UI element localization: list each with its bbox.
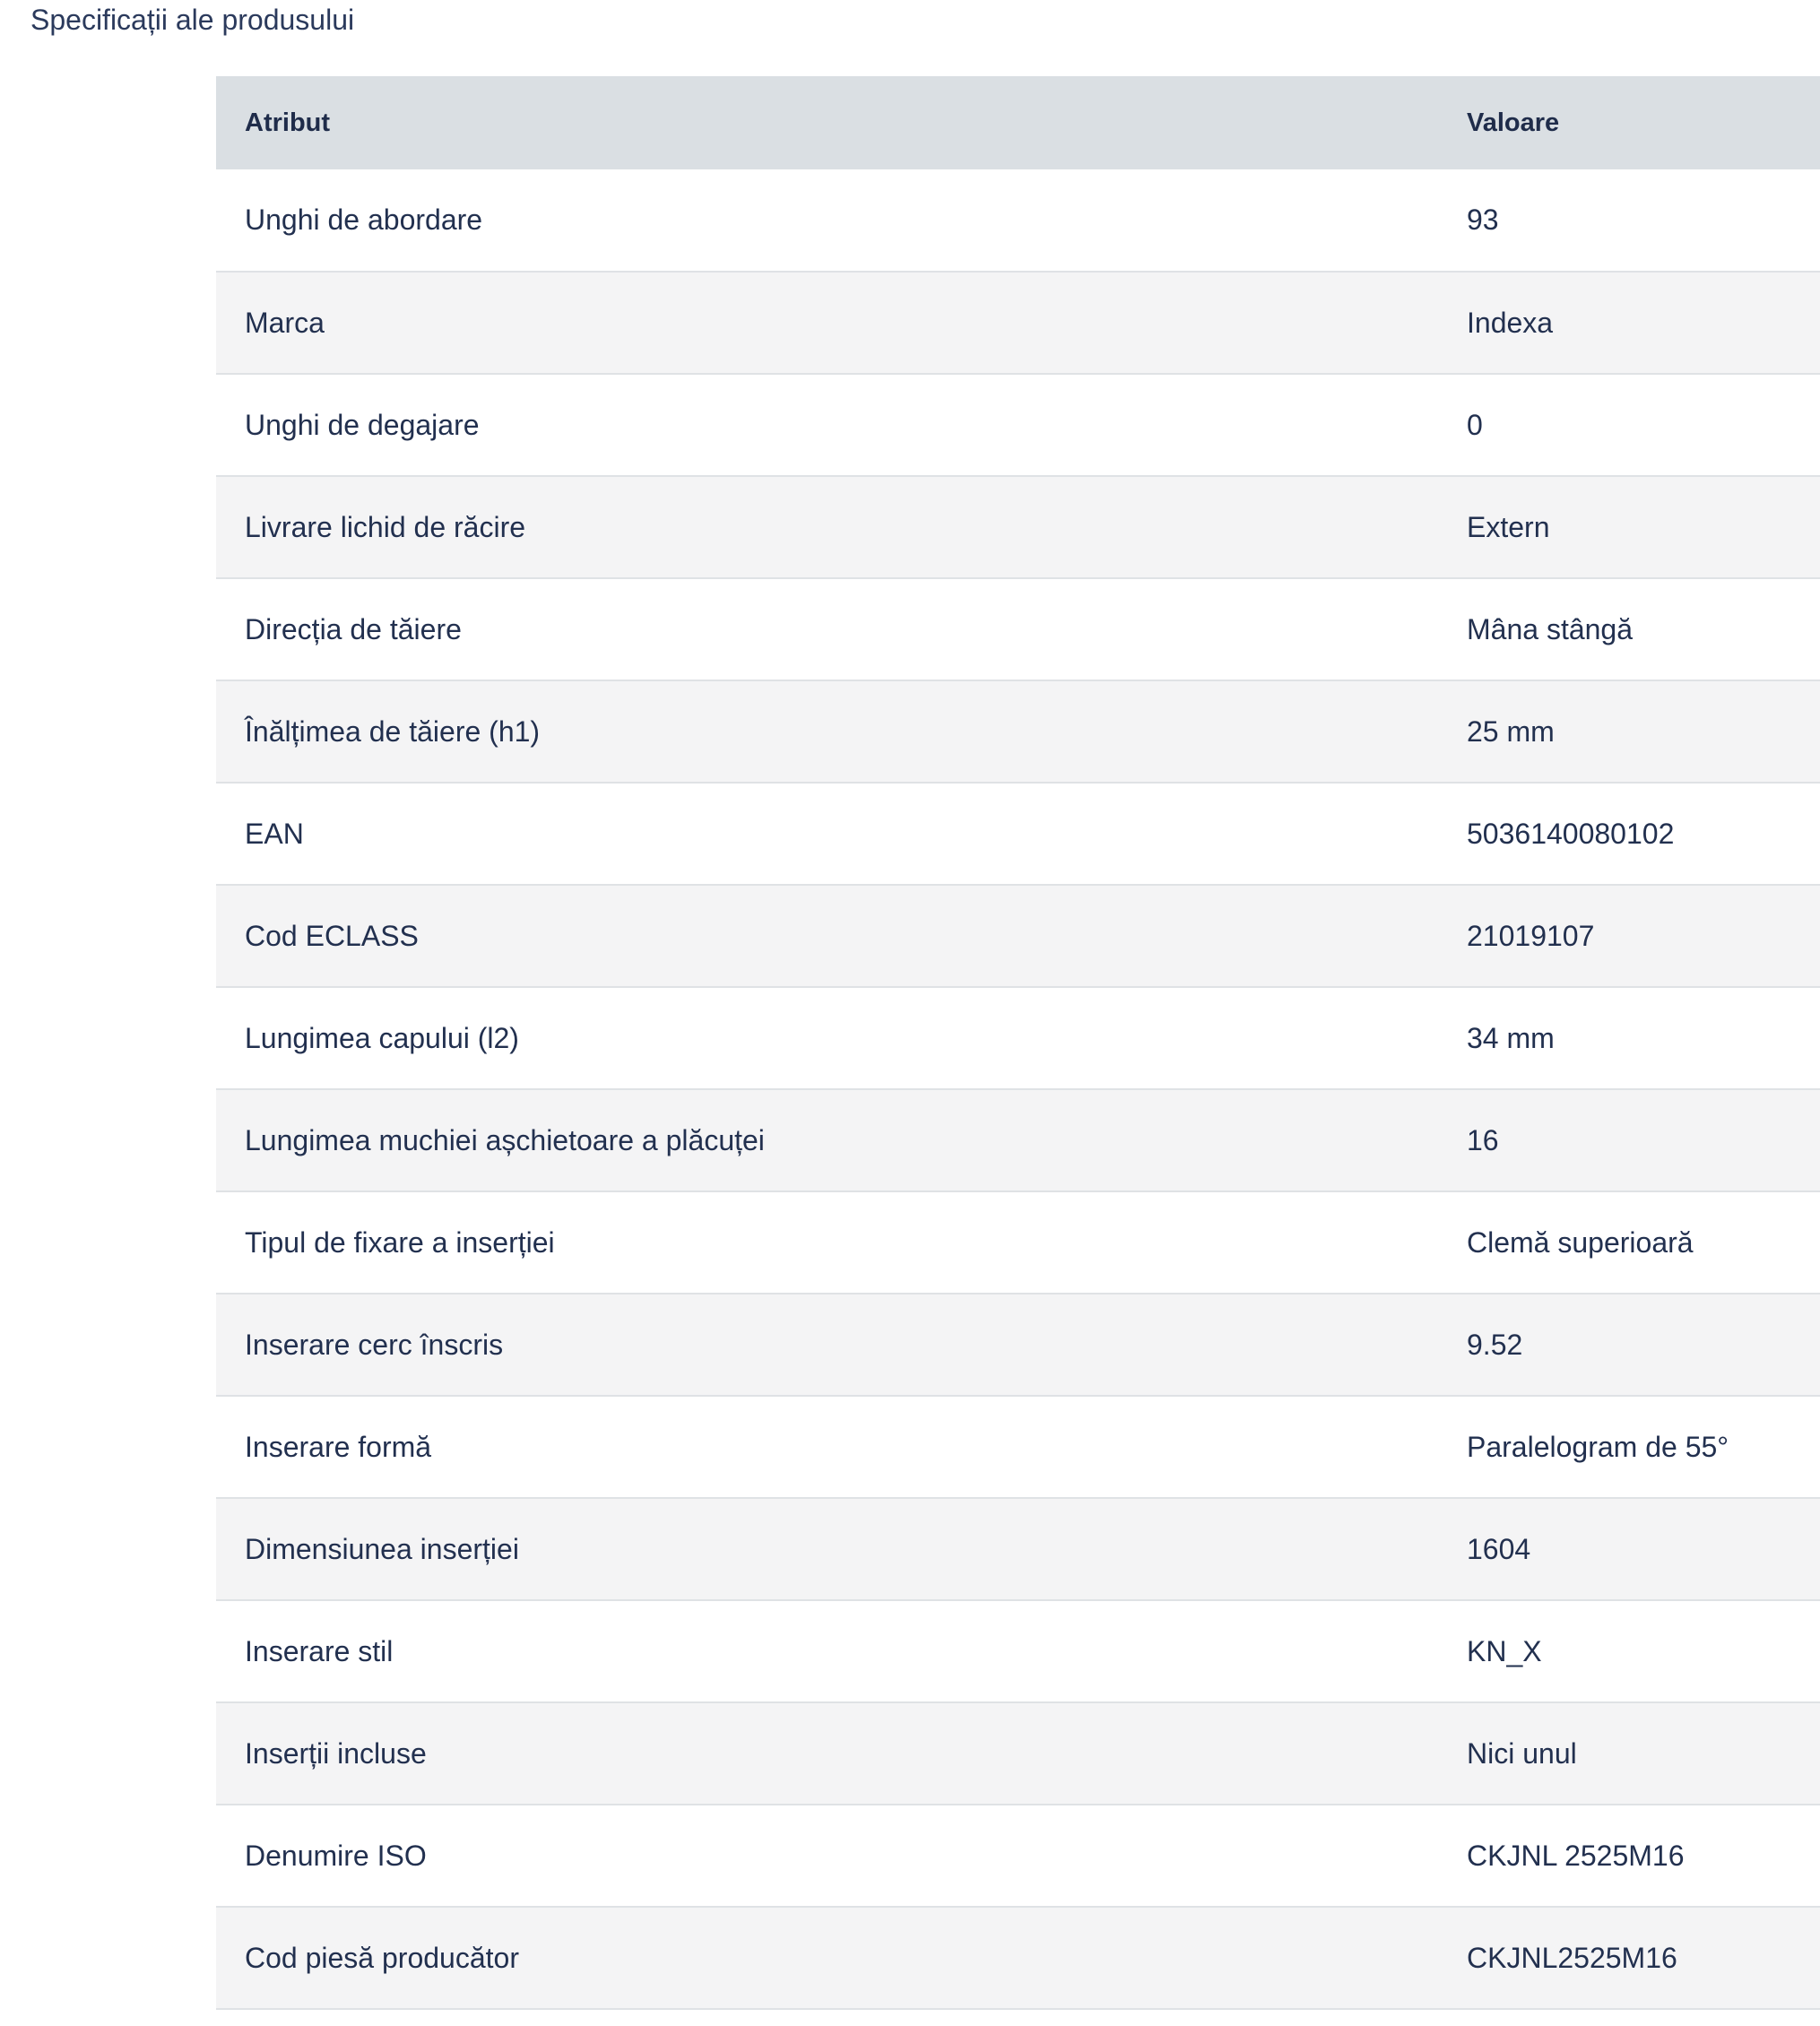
attribute-cell: Lungimea capului (l2) [245, 1021, 519, 1054]
attribute-cell: Lungimea muchiei așchietoare a plăcuței [245, 1123, 765, 1156]
attribute-cell: Marca [245, 306, 325, 339]
table-row [216, 272, 1820, 374]
value-cell: 0 [1467, 408, 1483, 441]
value-cell: 34 mm [1467, 1021, 1555, 1054]
attribute-cell: Tipul de fixare a inserției [245, 1225, 555, 1259]
attribute-cell: Denumire ISO [245, 1839, 427, 1872]
attribute-cell: Înălțimea de tăiere (h1) [245, 714, 541, 748]
table-header-row [216, 76, 1820, 169]
table-row [216, 578, 1820, 680]
value-cell: 25 mm [1467, 714, 1555, 748]
table-row [216, 1805, 1820, 1907]
value-cell: KN_X [1467, 1634, 1542, 1667]
table-row [216, 1498, 1820, 1600]
table-row [216, 1702, 1820, 1805]
value-cell: Indexa [1467, 306, 1554, 339]
value-cell: 16 [1467, 1123, 1499, 1156]
attribute-cell: Unghi de abordare [245, 203, 483, 236]
table-row [216, 374, 1820, 476]
attribute-cell: Direcția de tăiere [245, 612, 462, 645]
attribute-cell: Inserare stil [245, 1634, 394, 1667]
table-row [216, 1294, 1820, 1396]
table-row [216, 1396, 1820, 1498]
attribute-cell: Unghi de degajare [245, 408, 480, 441]
attribute-cell: Inserții incluse [245, 1736, 427, 1770]
table-row [216, 885, 1820, 987]
attribute-cell: EAN [245, 817, 304, 850]
value-cell: 93 [1467, 203, 1499, 236]
value-cell: 9.52 [1467, 1328, 1523, 1361]
value-cell: CKJNL2525M16 [1467, 1941, 1677, 1974]
value-cell: 1604 [1467, 1532, 1531, 1565]
table-row [216, 1907, 1820, 2009]
attribute-cell: Cod piesă producător [245, 1941, 519, 1974]
value-cell: 21019107 [1467, 919, 1595, 952]
header-value: Valoare [1467, 108, 1560, 137]
table-row [216, 1600, 1820, 1702]
attribute-cell: Livrare lichid de răcire [245, 510, 526, 543]
table-row [216, 987, 1820, 1089]
table-row [216, 169, 1820, 272]
attribute-cell: Cod ECLASS [245, 919, 419, 952]
attribute-cell: Inserare formă [245, 1430, 432, 1463]
table-row [216, 1191, 1820, 1294]
value-cell: Paralelogram de 55° [1467, 1430, 1729, 1463]
product-specifications-table [216, 76, 1820, 2010]
value-cell: CKJNL 2525M16 [1467, 1839, 1685, 1872]
value-cell: 5036140080102 [1467, 817, 1675, 850]
attribute-cell: Inserare cerc înscris [245, 1328, 504, 1361]
attribute-cell: Dimensiunea inserției [245, 1532, 519, 1565]
header-attribute: Atribut [245, 108, 331, 137]
value-cell: Nici unul [1467, 1736, 1577, 1770]
value-cell: Clemă superioară [1467, 1225, 1694, 1259]
table-row [216, 783, 1820, 885]
table-row [216, 680, 1820, 783]
value-cell: Mâna stângă [1467, 612, 1634, 645]
value-cell: Extern [1467, 510, 1550, 543]
section-title: Specificații ale produsului [30, 4, 355, 36]
table-row [216, 476, 1820, 578]
table-row [216, 1089, 1820, 1191]
